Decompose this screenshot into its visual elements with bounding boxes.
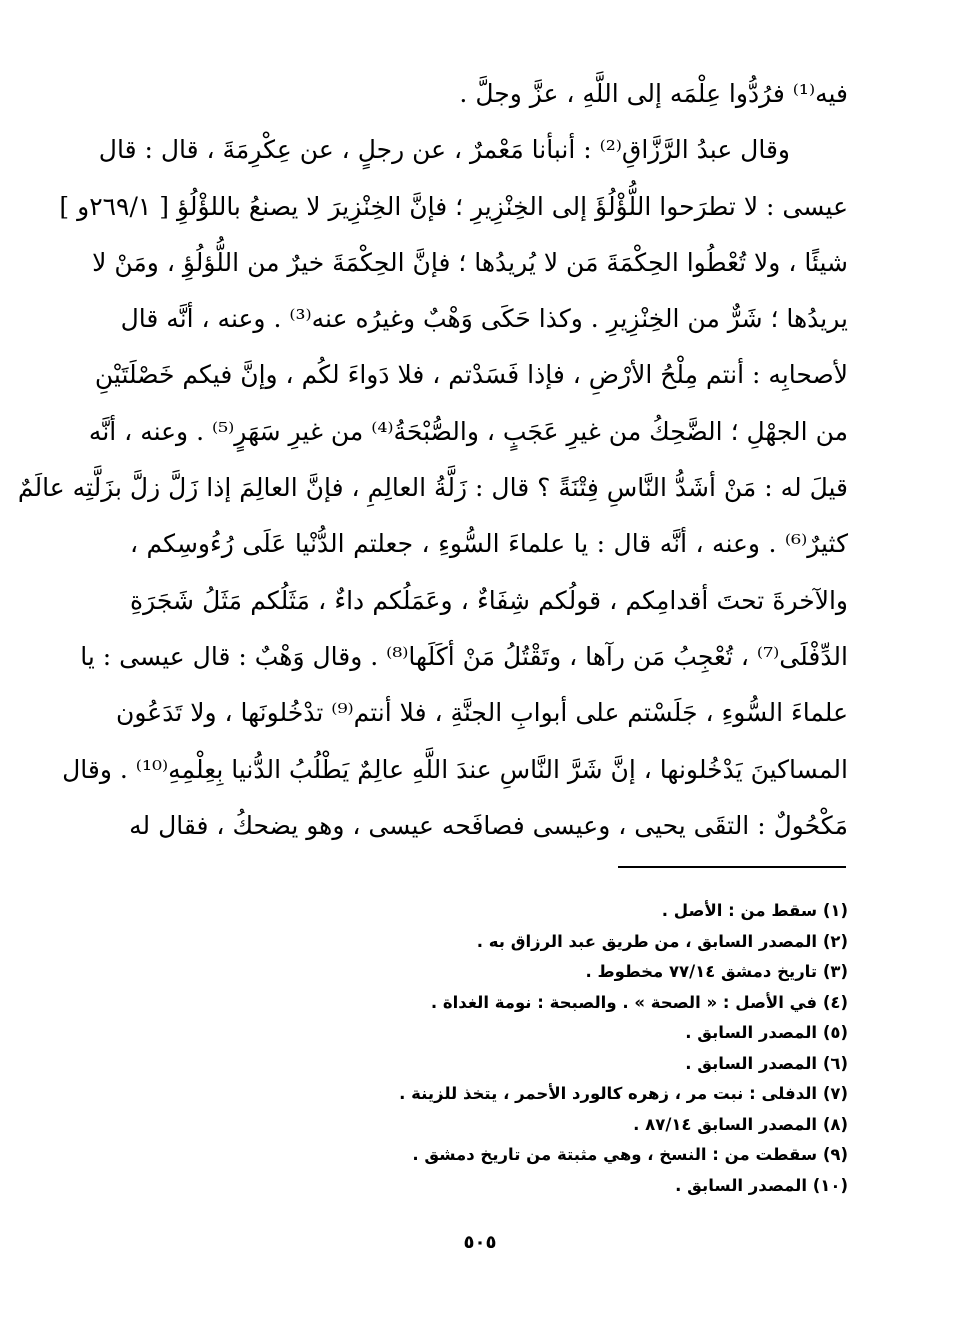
text-line: قيلَ له : مَنْ أشَدُّ النَّاسِ فِتْنَةً ؟ قال : زَلَّةُ العالِمِ ، فإنَّ العالِمَ إذا زَلَّ زلَّ بزَلَّتِه عالَمٌ — [17, 473, 848, 503]
text-line: فيه⁽¹⁾ فرُدُّوا عِلْمَه إلى اللَّهِ ، عزَّ وجلَّ . — [459, 79, 848, 108]
footnote: (٩) سقطت من : النسخ ، وهي مثبتة من تاريخ دمشق . — [412, 1145, 848, 1164]
footnote: (١) سقط من : الأصل . — [661, 901, 848, 920]
text-line: علماءَ السُّوءِ ، جَلَسْتم على أبوابِ الجنَّةِ ، فلا أنتم⁽⁹⁾ تدْخُلونَها ، ولا تَدَعُون — [116, 698, 848, 728]
footnote: (٣) تاريخ دمشق ٧٧/١٤ مخطوط . — [585, 962, 848, 981]
footnote: (٢) المصدر السابق ، من طريق عبد الرزاق به . — [476, 931, 848, 951]
footnote: (٥) المصدر السابق . — [685, 1023, 848, 1042]
footnote: (٤) في الأصل : « الصحة » . والصبحة : نومة الغداة . — [430, 992, 848, 1012]
footnote: (٦) المصدر السابق . — [685, 1053, 848, 1073]
footnote-divider — [618, 866, 846, 868]
main-text-body — [17, 66, 848, 854]
text-line: وقال عبدُ الرَّزَّاقِ⁽²⁾ : أنبأنا مَعْمرٌ ، عن رجلٍ ، عن عِكْرِمَةَ ، قال : قال — [98, 135, 790, 165]
page-number: ٥٠٥ — [463, 1232, 497, 1253]
footnotes — [200, 896, 848, 1201]
text-line: مَكْحُولٌ : التقَى يحيى ، وعيسى فصافَحه عيسى ، وهو يضحكُ ، فقال له — [129, 810, 848, 840]
text-line: الدِّفْلَى⁽⁷⁾ ، تُعْجِبُ مَن رآها ، وتَقْتُلُ مَنْ أكَلَها⁽⁸⁾ . وقال وَهْبٌ : قال عيسى : يا — [80, 641, 848, 671]
footnote: (٨) المصدر السابق ٨٧/١٤ . — [633, 1114, 848, 1134]
text-line: شيئًا ، ولا تُعْطُوا الحِكْمَةَ مَن لا يُريدُها ؛ فإنَّ الحِكْمَةَ خيرٌ من اللُّؤلُؤِ ، ومَنْ لا — [92, 247, 848, 277]
footnote: (٧) الدفلى : نبت مر ، زهره كالورد الأحمر ، يتخذ للزينة . — [399, 1084, 848, 1103]
footnote: (١٠) المصدر السابق . — [675, 1175, 848, 1195]
text-line: يريدُها ؛ شَرٌّ من الخِنْزِيرِ . وكذا حَكَى وَهْبٌ وغيرُه عنه⁽³⁾ . وعنه ، أنَّه قال — [120, 304, 848, 334]
text-line: المساكينَ يَدْخُلونها ، إنَّ شَرَّ النَّاسِ عندَ اللَّهِ عالِمٌ يَطْلُبُ الدُّنيا بِعِلْمِهِ⁽¹⁰⁾ . وقال — [62, 754, 848, 784]
text-line: من الجهْلِ ؛ الضَّحِكُ من غيرِ عَجَبٍ ، والصُّبْحَةُ⁽⁴⁾ من غيرِ سَهَرٍ⁽⁵⁾ . وعنه ، أنَّه — [88, 416, 848, 446]
text-line: والآخرةَ تحتَ أقدامِكم ، قولُكم شِفَاءٌ ، وعَمَلُكم داءٌ ، مَثَلُكم مَثَلُ شَجَرَةِ — [130, 585, 848, 615]
text-line: كثيرٌ⁽⁶⁾ . وعنه ، أنَّه قال : يا علماءَ السُّوءِ ، جعلتم الدُّنْيا عَلَى رُءُوسِكم ، — [130, 529, 848, 559]
text-line: لأصحابِه : أنتم مِلْحُ الأرْضِ ، فإذا فَسَدْتم ، فلا دَواءَ لكُم ، وإنَّ فيكم خَصْلَتَيْنِ — [94, 360, 848, 390]
text-line: عيسى : لا تطرَحوا اللُّؤْلُؤَ إلى الخِنْزِيرِ ؛ فإنَّ الخِنْزِيرَ لا يصنعُ باللؤْلُؤِ [ ٢٦٩/١و ] — [59, 191, 848, 221]
